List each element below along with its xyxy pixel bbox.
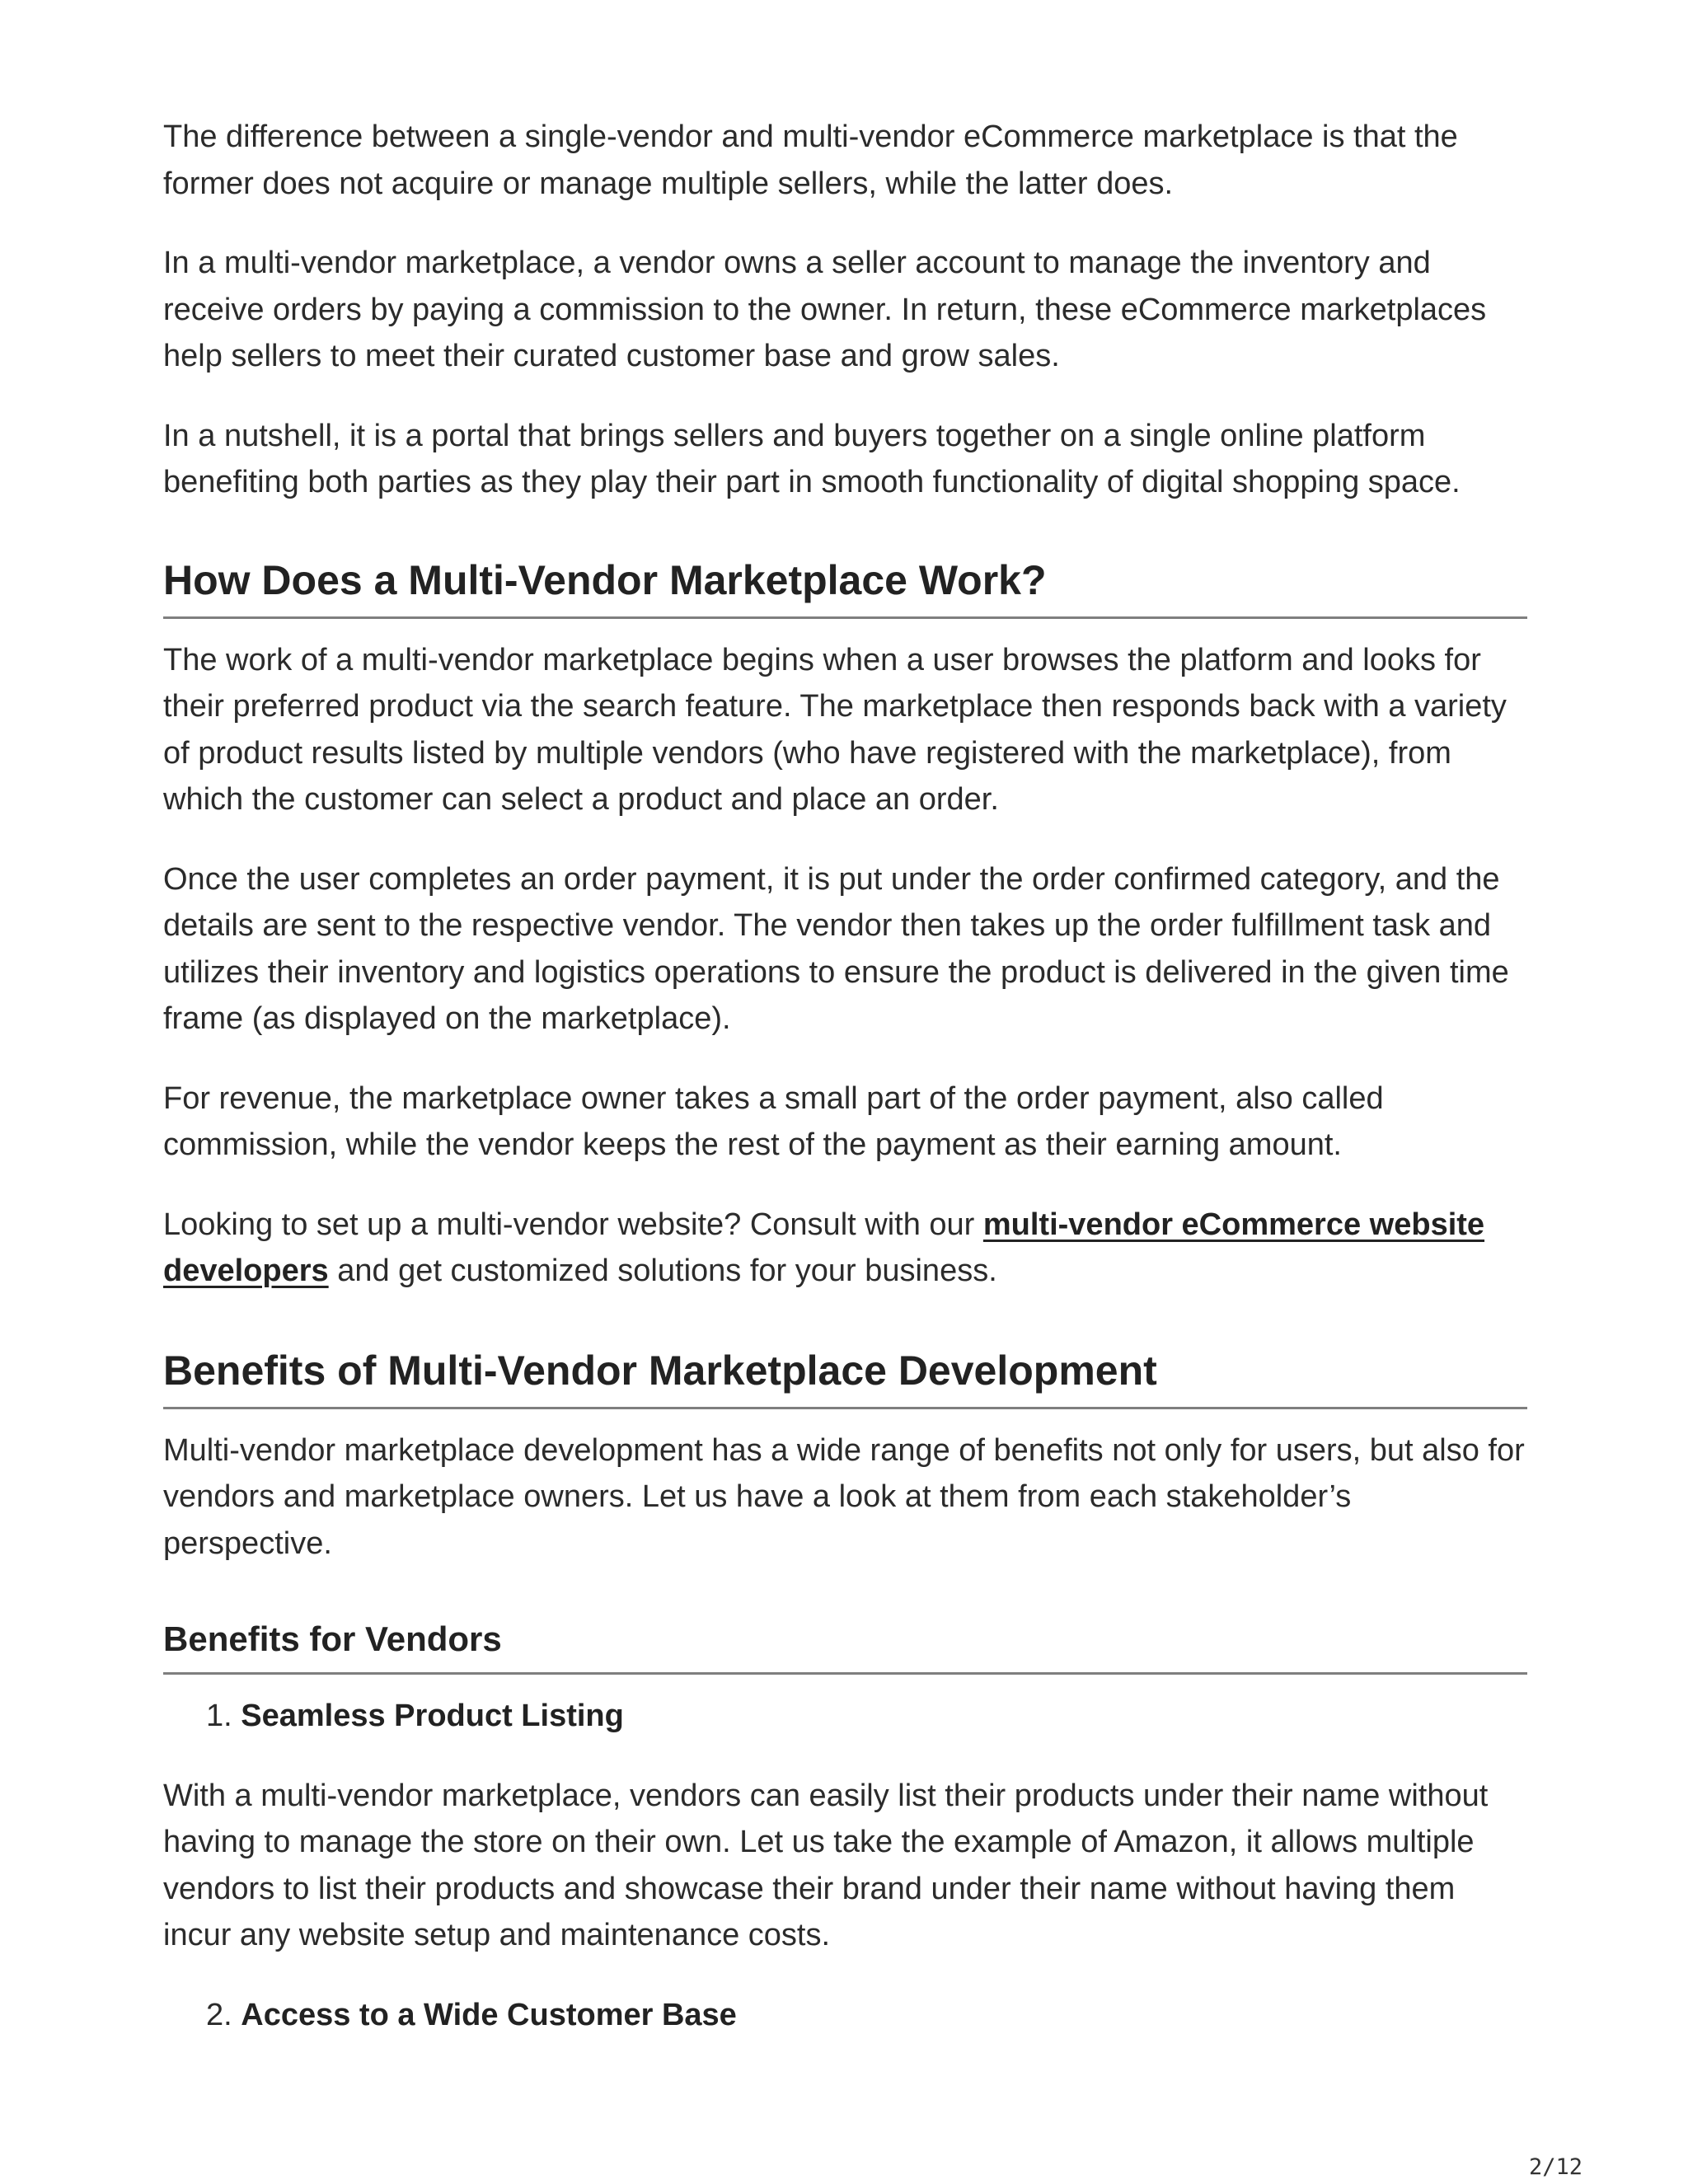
section-heading-how-it-works: How Does a Multi-Vendor Marketplace Work? bbox=[163, 555, 1527, 619]
list-item-1 bbox=[163, 1693, 1527, 1740]
list-item-number: 1. bbox=[206, 1699, 232, 1733]
benefits-intro-paragraph: Multi-vendor marketplace development has a wide range of benefits not only for users, but also for vendors and marketplace owners. Let us have a look at them from each stakeholder’s perspective. bbox=[163, 1432, 1525, 1561]
intro-paragraph-3: In a nutshell, it is a portal that brings sellers and buyers together on a single online platform benefiting both parties as they play their part in smooth functionality of digital shopping space. bbox=[163, 418, 1461, 499]
cta-paragraph bbox=[163, 1202, 1527, 1295]
cta-text-after: and get customized solutions for your business. bbox=[328, 1254, 997, 1288]
section-heading-benefits: Benefits of Multi-Vendor Marketplace Development bbox=[163, 1346, 1527, 1409]
list-item-1-body: With a multi-vendor marketplace, vendors can easily list their products under their name without having to manage the store on their own. Let us take the example of Amazon, it allows multiple vendors to list their products and showcase their brand under their name without having them incur any website setup and maintenance costs. bbox=[163, 1778, 1489, 1952]
document-page bbox=[163, 114, 1527, 2071]
developers-link[interactable]: multi-vendor eCommerce website developers bbox=[163, 1207, 1485, 1288]
list-item-2 bbox=[163, 1992, 1527, 2039]
intro-paragraph-1: The difference between a single-vendor and multi-vendor eCommerce marketplace is that the former does not acquire or manage multiple sellers, while the latter does. bbox=[163, 120, 1458, 201]
list-item-number: 2. bbox=[206, 1997, 232, 2032]
subheading-benefits-vendors: Benefits for Vendors bbox=[163, 1618, 1527, 1675]
list-item-title: Access to a Wide Customer Base bbox=[241, 1997, 737, 2032]
page-number: 2/12 bbox=[1528, 2154, 1582, 2180]
how-it-works-paragraph-2: Once the user completes an order payment, it is put under the order confirmed category, and the details are sent to the respective vendor. The vendor then takes up the order fulfillment task and utilizes their inventory and logistics operations to ensure the product is delivered in the given time frame (as displayed on the marketplace). bbox=[163, 861, 1509, 1036]
list-item-title: Seamless Product Listing bbox=[241, 1699, 624, 1733]
cta-text-before: Looking to set up a multi-vendor website? Consult with our bbox=[163, 1207, 983, 1242]
intro-paragraph-2: In a multi-vendor marketplace, a vendor owns a seller account to manage the inventory and receive orders by paying a commission to the owner. In return, these eCommerce marketplaces help sellers to meet their curated customer base and grow sales. bbox=[163, 246, 1487, 373]
how-it-works-paragraph-3: For revenue, the marketplace owner takes a small part of the order payment, also called commission, while the vendor keeps the rest of the payment as their earning amount. bbox=[163, 1080, 1384, 1162]
how-it-works-paragraph-1: The work of a multi-vendor marketplace begins when a user browses the platform and looks for their preferred product via the search feature. The marketplace then responds back with a variety of product results listed by multiple vendors (who have registered with the marketplace), from which the customer can select a product and place an order. bbox=[163, 642, 1507, 817]
